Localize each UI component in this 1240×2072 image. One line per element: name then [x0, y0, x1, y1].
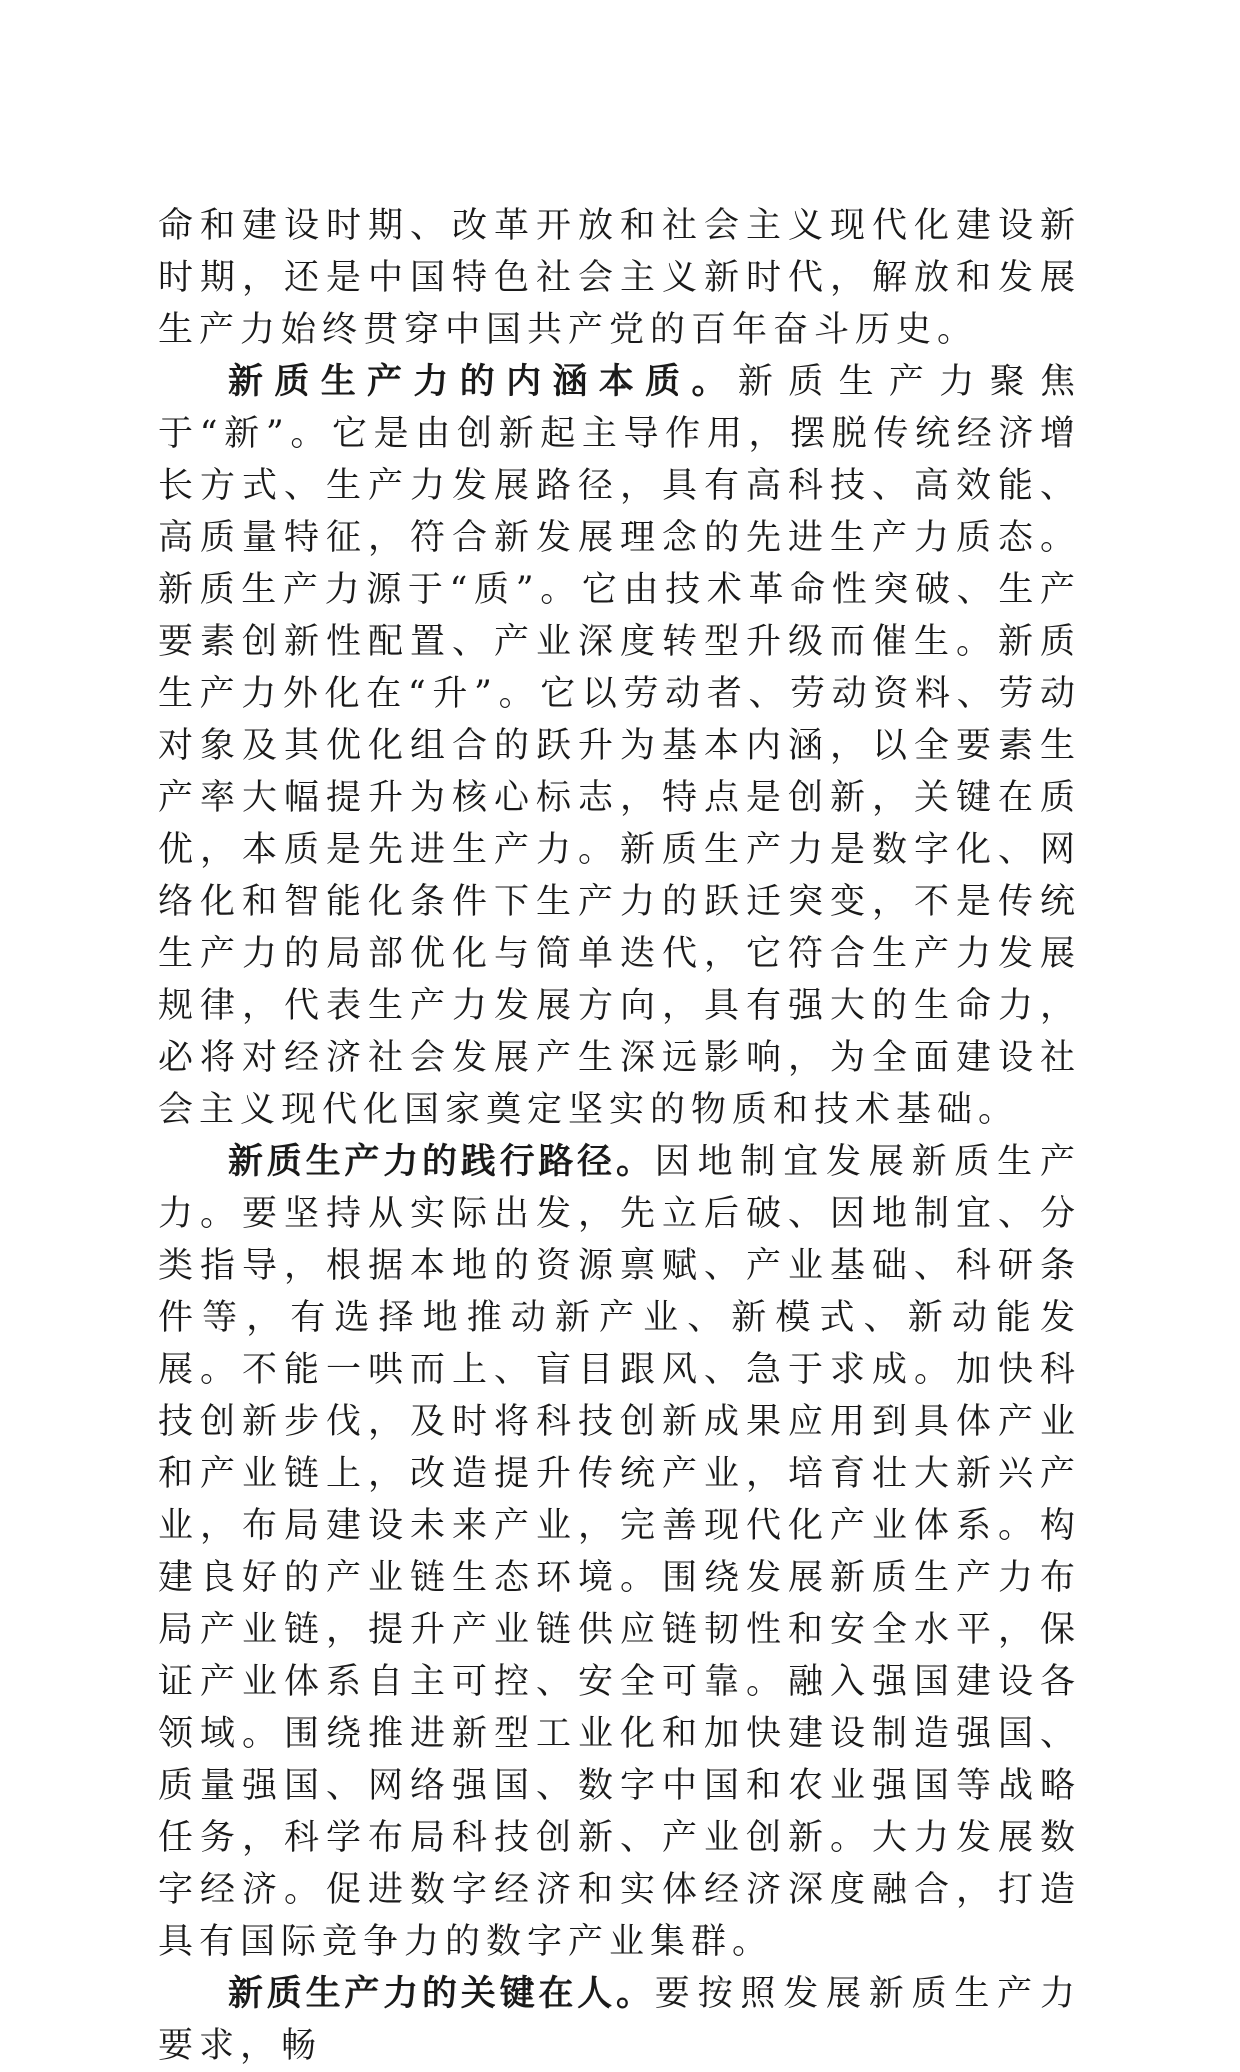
paragraph-body: 命和建设时期、改革开放和社会主义现代化建设新时期，还是中国特色社会主义新时代，解放和发展生产力始终贯穿中国共产党的百年奋斗历史。	[158, 206, 1081, 350]
document-page	[158, 200, 1081, 2072]
paragraph-practice-path	[158, 1136, 1081, 1968]
paragraph-connotation	[158, 356, 1081, 1136]
paragraph-body: 因地制宜发展新质生产力。要坚持从实际出发，先立后破、因地制宜、分类指导，根据本地的资源禀赋、产业基础、科研条件等，有选择地推动新产业、新模式、新动能发展。不能一哄而上、盲目跟风、急于求成。加快科技创新步伐，及时将科技创新成果应用到具体产业和产业链上，改造提升传统产业，培育壮大新兴产业，布局建设未来产业，完善现代化产业体系。构建良好的产业链生态环境。围绕发展新质生产力布局产业链，提升产业链供应链韧性和安全水平，保证产业体系自主可控、安全可靠。融入强国建设各领域。围绕推进新型工业化和加快建设制造强国、质量强国、网络强国、数字中国和农业强国等战略任务，科学布局科技创新、产业创新。大力发展数字经济。促进数字经济和实体经济深度融合，打造具有国际竞争力的数字产业集群。	[158, 1142, 1081, 1962]
paragraph-heading: 新质生产力的关键在人。	[228, 1974, 655, 2014]
paragraph-body: 新质生产力聚焦于“新”。它是由创新起主导作用，摆脱传统经济增长方式、生产力发展路径，具有高科技、高效能、高质量特征，符合新发展理念的先进生产力质态。新质生产力源于“质”。它由技术革命性突破、生产要素创新性配置、产业深度转型升级而催生。新质生产力外化在“升”。它以劳动者、劳动资料、劳动对象及其优化组合的跃升为基本内涵，以全要素生产率大幅提升为核心标志，特点是创新，关键在质优，本质是先进生产力。新质生产力是数字化、网络化和智能化条件下生产力的跃迁突变，不是传统生产力的局部优化与简单迭代，它符合生产力发展规律，代表生产力发展方向，具有强大的生命力，必将对经济社会发展产生深远影响，为全面建设社会主义现代化国家奠定坚实的物质和技术基础。	[158, 362, 1081, 1130]
paragraph-heading: 新质生产力的内涵本质。	[228, 362, 738, 402]
paragraph-continuation	[158, 200, 1081, 356]
paragraph-key-people	[158, 1968, 1081, 2072]
paragraph-heading: 新质生产力的践行路径。	[228, 1142, 655, 1182]
paragraph-body: 要按照发展新质生产力要求，畅	[158, 1974, 1081, 2066]
